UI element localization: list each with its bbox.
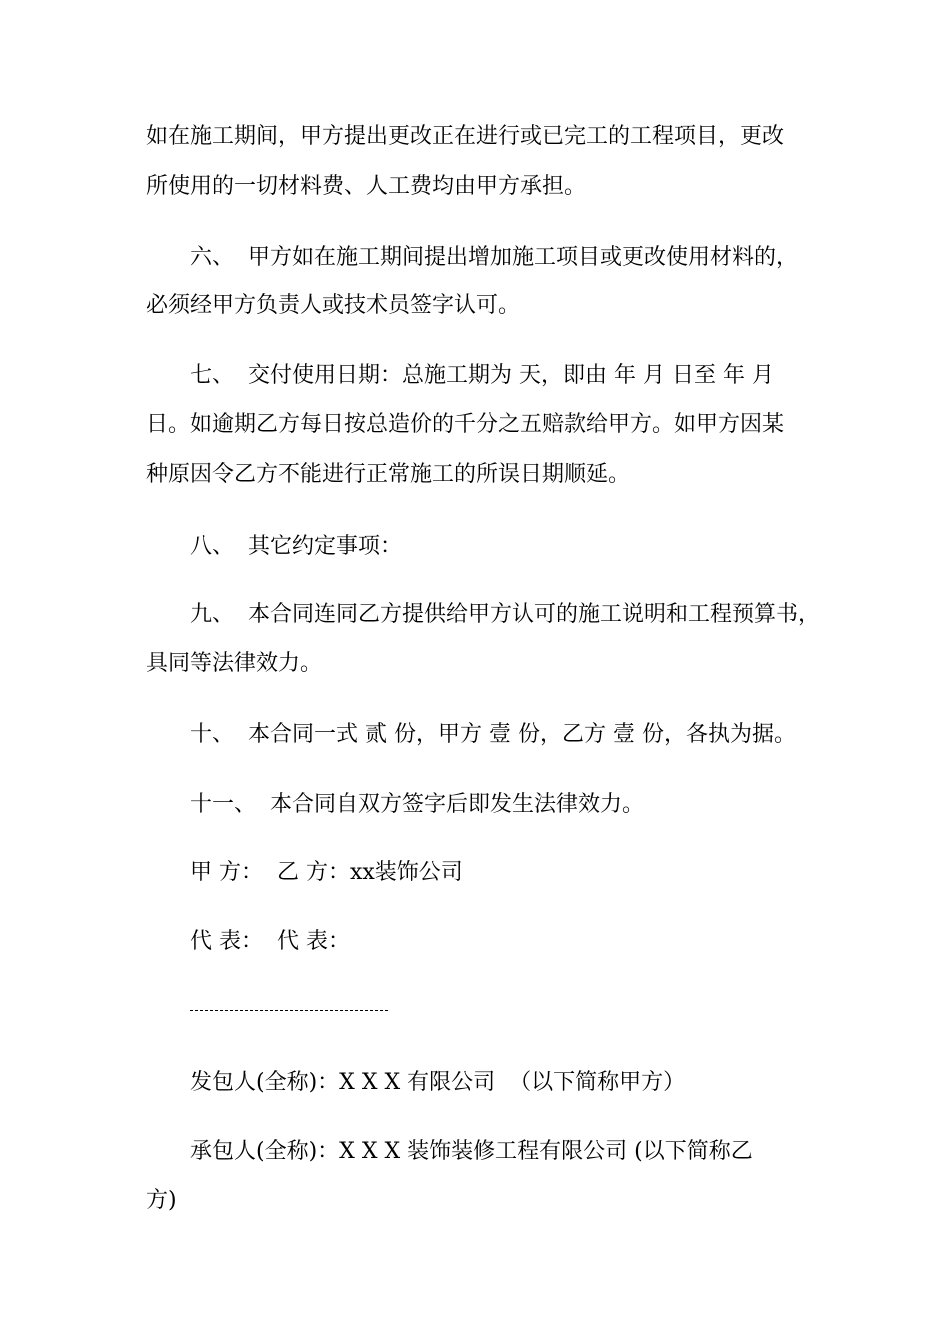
text-line: 必须经甲方负责人或技术员签字认可。 — [146, 293, 521, 318]
text-line: 方) — [146, 1188, 177, 1213]
text-line: 如在施工期间，甲方提出更改正在进行或已完工的工程项目，更改 — [146, 124, 785, 149]
clause-10: 十、 本合同一式 贰 份，甲方 壹 份，乙方 壹 份，各执为据。 — [190, 722, 796, 747]
clause-8: 八、 其它约定事项： — [190, 534, 402, 559]
clause-6: 六、 甲方如在施工期间提出增加施工项目或更改使用材料的， — [190, 245, 798, 270]
contractor-line: 承包人(全称)：X X X 装饰装修工程有限公司 (以下简称乙 — [190, 1139, 753, 1164]
text-line: 具同等法律效力。 — [146, 651, 323, 676]
party-line: 甲 方： 乙 方：xx装饰公司 — [190, 860, 463, 885]
signature-divider — [190, 1010, 388, 1011]
clause-11: 十一、 本合同自双方签字后即发生法律效力。 — [190, 792, 644, 817]
clause-7: 七、 交付使用日期：总施工期为 天，即由 年 月 日至 年 月 — [190, 363, 774, 388]
text-line: 种原因令乙方不能进行正常施工的所误日期顺延。 — [146, 462, 631, 487]
employer-line: 发包人(全称)：X X X 有限公司 （以下简称甲方） — [190, 1070, 686, 1095]
representative-line: 代 表： 代 表： — [190, 929, 350, 954]
clause-9: 九、 本合同连同乙方提供给甲方认可的施工说明和工程预算书， — [190, 602, 820, 627]
text-line: 所使用的一切材料费、人工费均由甲方承担。 — [146, 174, 587, 199]
text-line: 日。如逾期乙方每日按总造价的千分之五赔款给甲方。如甲方因某 — [146, 412, 785, 437]
